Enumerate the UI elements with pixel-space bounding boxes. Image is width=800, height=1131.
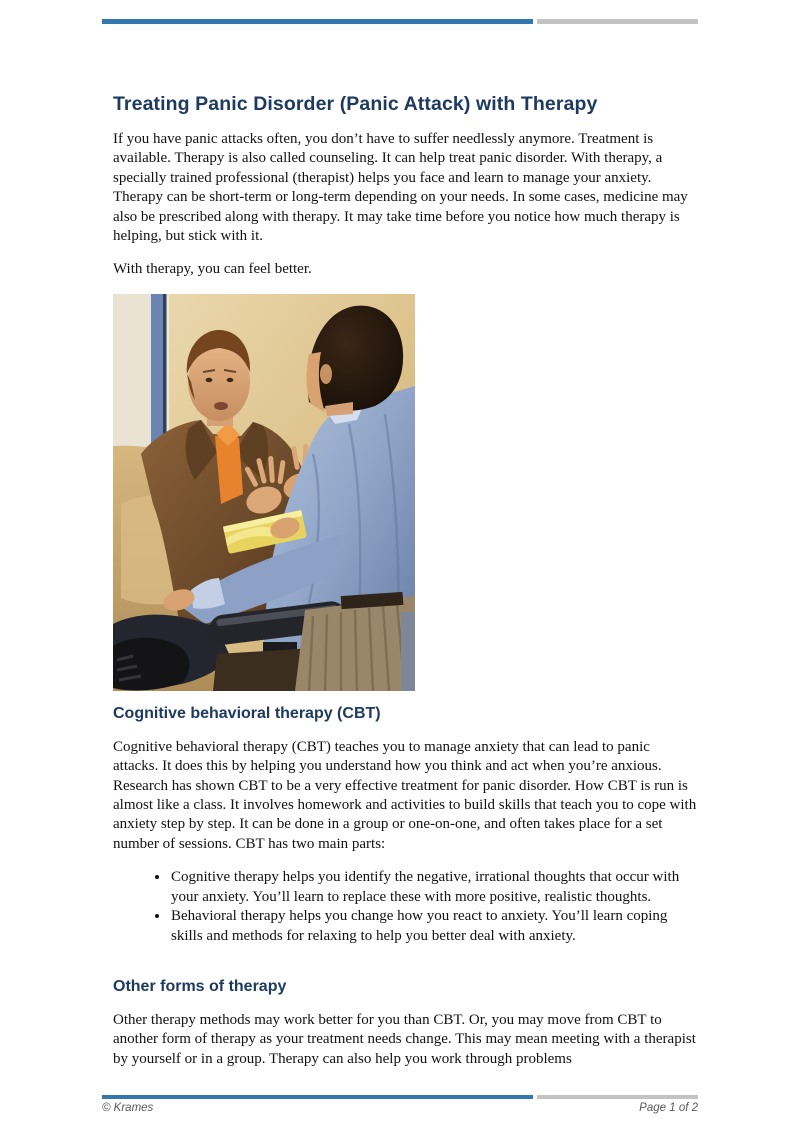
photo-therapist-ear xyxy=(320,364,332,384)
photo-patient-mouth xyxy=(214,402,228,410)
top-accent-bar xyxy=(102,19,698,24)
cbt-bullet-behavioral: • Behavioral therapy helps you change how you react to anxiety. You’ll learn coping skills and methods for relaxing to help you better deal with anxiety. xyxy=(170,907,699,946)
photo-patient-eye-right xyxy=(227,378,234,382)
footer-copyright: © Krames xyxy=(102,1102,154,1114)
document-body xyxy=(113,93,699,1083)
top-accent-bar-gray xyxy=(537,19,698,24)
page-title: Treating Panic Disorder (Panic Attack) with Therapy xyxy=(113,93,598,115)
photo-gray-knee-edge xyxy=(401,612,415,691)
cbt-bullet-cognitive: • Cognitive therapy helps you identify the negative, irrational thoughts that occur with your anxiety. You’ll learn to replace these with more positive, realistic thoughts. xyxy=(170,868,699,907)
therapy-session-photo xyxy=(113,294,415,691)
intro-paragraph-2: With therapy, you can feel better. xyxy=(113,261,312,278)
photo-patient-eye-left xyxy=(206,378,213,382)
page-footer xyxy=(102,1102,698,1114)
footer-accent-bar-gray xyxy=(537,1095,698,1099)
photo-patient-shoe xyxy=(113,638,189,691)
intro-paragraph-1: If you have panic attacks often, you don’t have to suffer needlessly anymore. Treatment is available. Therapy is also called counseling. It can help treat panic disorder. With therapy, a specially trained professional (therapist) helps you face and learn to manage your anxiety. Therapy can be short-term or long-term depending on your needs. In some cases, medicine may also be prescribed along with therapy. It may take time before you notice how much therapy is helping, but stick with it. xyxy=(113,131,688,245)
section-heading-cbt: Cognitive behavioral therapy (CBT) xyxy=(113,704,381,722)
cbt-paragraph: Cognitive behavioral therapy (CBT) teaches you to manage anxiety that can lead to panic attacks. It does this by helping you understand how you think and act when you’re anxious. Research has shown CBT to be a very effective treatment for panic disorder. How CBT is run is almost like a class. It involves homework and activities to build skills that teach you to cope with anxiety step by step. It can be done in a group or one-on-one, and often takes place for a set number of sessions. CBT has two main parts: xyxy=(113,738,697,852)
cbt-bullet-list xyxy=(113,868,699,946)
footer-accent-bar xyxy=(102,1095,698,1099)
photo-cream-wall xyxy=(113,294,153,469)
section-heading-other-forms: Other forms of therapy xyxy=(113,977,287,995)
footer-accent-bar-blue xyxy=(102,1095,533,1099)
other-forms-paragraph: Other therapy methods may work better for you than CBT. Or, you may move from CBT to another form of therapy as your treatment needs change. This may mean meeting with a therapist by yourself or in a group. Therapy can also help you work through problems xyxy=(113,1011,696,1067)
top-accent-bar-blue xyxy=(102,19,533,24)
footer-page-indicator: Page 1 of 2 xyxy=(639,1102,698,1114)
